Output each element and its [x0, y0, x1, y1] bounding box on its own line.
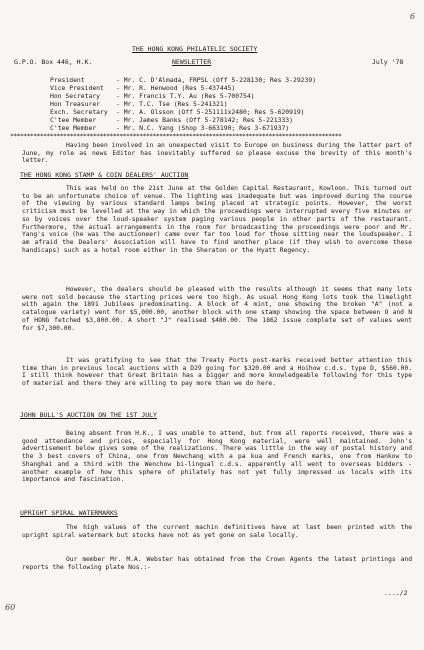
page-marker: 6 — [410, 12, 416, 21]
officer-row — [50, 124, 289, 132]
officer-role: C'tee Member — [50, 116, 97, 124]
officer-role: President — [50, 76, 85, 84]
section-heading-spiral-watermarks: UPRIGHT SPIRAL WATERMARKS — [20, 509, 118, 517]
officer-row — [50, 84, 235, 92]
officer-row — [50, 100, 228, 108]
watermarks-paragraph-1: The high values of the current machin definitives have at last been printed with the upright spiral watermark but stocks have not as yet gone on sale locally. — [22, 524, 412, 539]
officer-detail: - Mr. T.C. Tse (Res 5-241321) — [116, 100, 228, 108]
watermarks-paragraph-2: Our member Mr. M.A. Webster has obtained from the Crown Agents the latest printings and reports the following plate Nos.:- — [22, 556, 412, 571]
officer-role: Exch. Secretary — [50, 108, 108, 116]
section-heading-dealers-auction: THE HONG KONG STAMP & COIN DEALERS' AUCTION — [20, 171, 189, 179]
officer-row — [50, 92, 255, 100]
star-separator: **************************************************************************************************** — [10, 132, 342, 140]
officer-detail: - Mr. C. D'Almada, FRPSL (Off 5-228130; Res 3-29239) — [116, 76, 317, 84]
officer-detail: - Mr. Francis T.Y. Au (Res 5-700754) — [116, 92, 255, 100]
officer-detail: - Mr. R. Henwood (Res 5-437445) — [116, 84, 236, 92]
officer-row — [50, 116, 293, 124]
issue-date: July '78 — [372, 58, 404, 66]
address: G.P.O. Box 446, H.K. — [14, 58, 93, 66]
officer-row — [50, 76, 316, 84]
society-title: THE HONG KONG PHILATELIC SOCIETY — [132, 45, 258, 53]
section-heading-john-bull-auction: JOHN BULL'S AUCTION ON THE 1ST JULY — [20, 411, 157, 419]
officer-detail: - Mr. James Banks (Off 5-278142; Res 5-221333) — [116, 116, 293, 124]
officer-role: Vice President — [50, 84, 104, 92]
officer-role: C'tee Member — [50, 124, 97, 132]
intro-paragraph: Having been involved in an unexpected visit to Europe on business during the latter part of June, my role as news Editor has inevitably suffered so please excuse the brevity of this month's letter. — [22, 142, 412, 165]
officer-role: Hon Treasurer — [50, 100, 101, 108]
officer-role: Hon Secretary — [50, 92, 101, 100]
margin-note: 60 — [5, 603, 16, 612]
officer-detail: - Mr. A. Olsson (Off 5-251111x2480; Res 5-620919) — [116, 108, 305, 116]
john-bull-paragraph: Being absent from H.K., I was unable to attend, but from all reports received, there was a good attendance and prices, especially for Hong Kong material, were well maintained. John's advertisement below gives some of the realizations. There was little in the way of postal history and the 3 best covers of China, one from Newchang with a pa kua and French marks, one from Hankow to Shanghai and a third with the Wenchow bi-lingual c.d.s. apparently all went to overseas bidders - another example of how this sphere of philately has not yet fully impressed us locals with its importance and fascination. — [22, 430, 412, 484]
dealers-auction-paragraph-3: It was gratifying to see that the Treaty Ports post-marks received better attention this time than in previous local auctions with a D29 going for $320.00 and a Hoihow c.d.s. type D, $560.00. I still think however that Great Britain has a bigger and more knowledgeable following for this type of material and there they are willing to pay more than we do here. — [22, 357, 412, 388]
continued-marker: ..../2 — [384, 589, 408, 597]
newsletter-label: NEWSLETTER — [172, 58, 212, 66]
officer-row — [50, 108, 305, 116]
officer-detail: - Mr. N.C. Yang (Shop 3-663190; Res 3-671937) — [116, 124, 290, 132]
dealers-auction-paragraph-1: This was held on the 21st June at the Golden Capital Restaurant, Kowloon. This turned out to be an unfortunate choice of venue. The lighting was inadequate but was improved during the course of the viewing by various standard lamps being placed at strategic points. However, the worst criticism must be levelled at the way in which the proceedings were interrupted every five minutes or so by voices over the loud-speaker system paging various people in other parts of the restaurant. Furthermore, the actual arrangements in the room for broadcasting the proceedings were poor and Mr. Yang's voice (he was the auctioneer) came over far too loud for those sitting near the loudspeaker. I am afraid the Dealers' Association will have to find another place (if they wish to overcome these handicaps) such as a hotel room either in the Sheraton or the Hyatt Regency. — [22, 185, 412, 254]
dealers-auction-paragraph-2: However, the dealers should be pleased with the results although it seems that many lots were not sold because the starting prices were too high. As usual Hong Kong lots took the limelight with again the 1891 Jubilees predominating. A block of 4 mint, one showing the broken "A" (not a catalogue variety) went for $5,000.00, another block with one stamp showing the space between O and N of HONG fetched $3,800.00. A short "J" realised $480.00. The 1862 issue complete set of values went for $7,300.00. — [22, 286, 412, 332]
